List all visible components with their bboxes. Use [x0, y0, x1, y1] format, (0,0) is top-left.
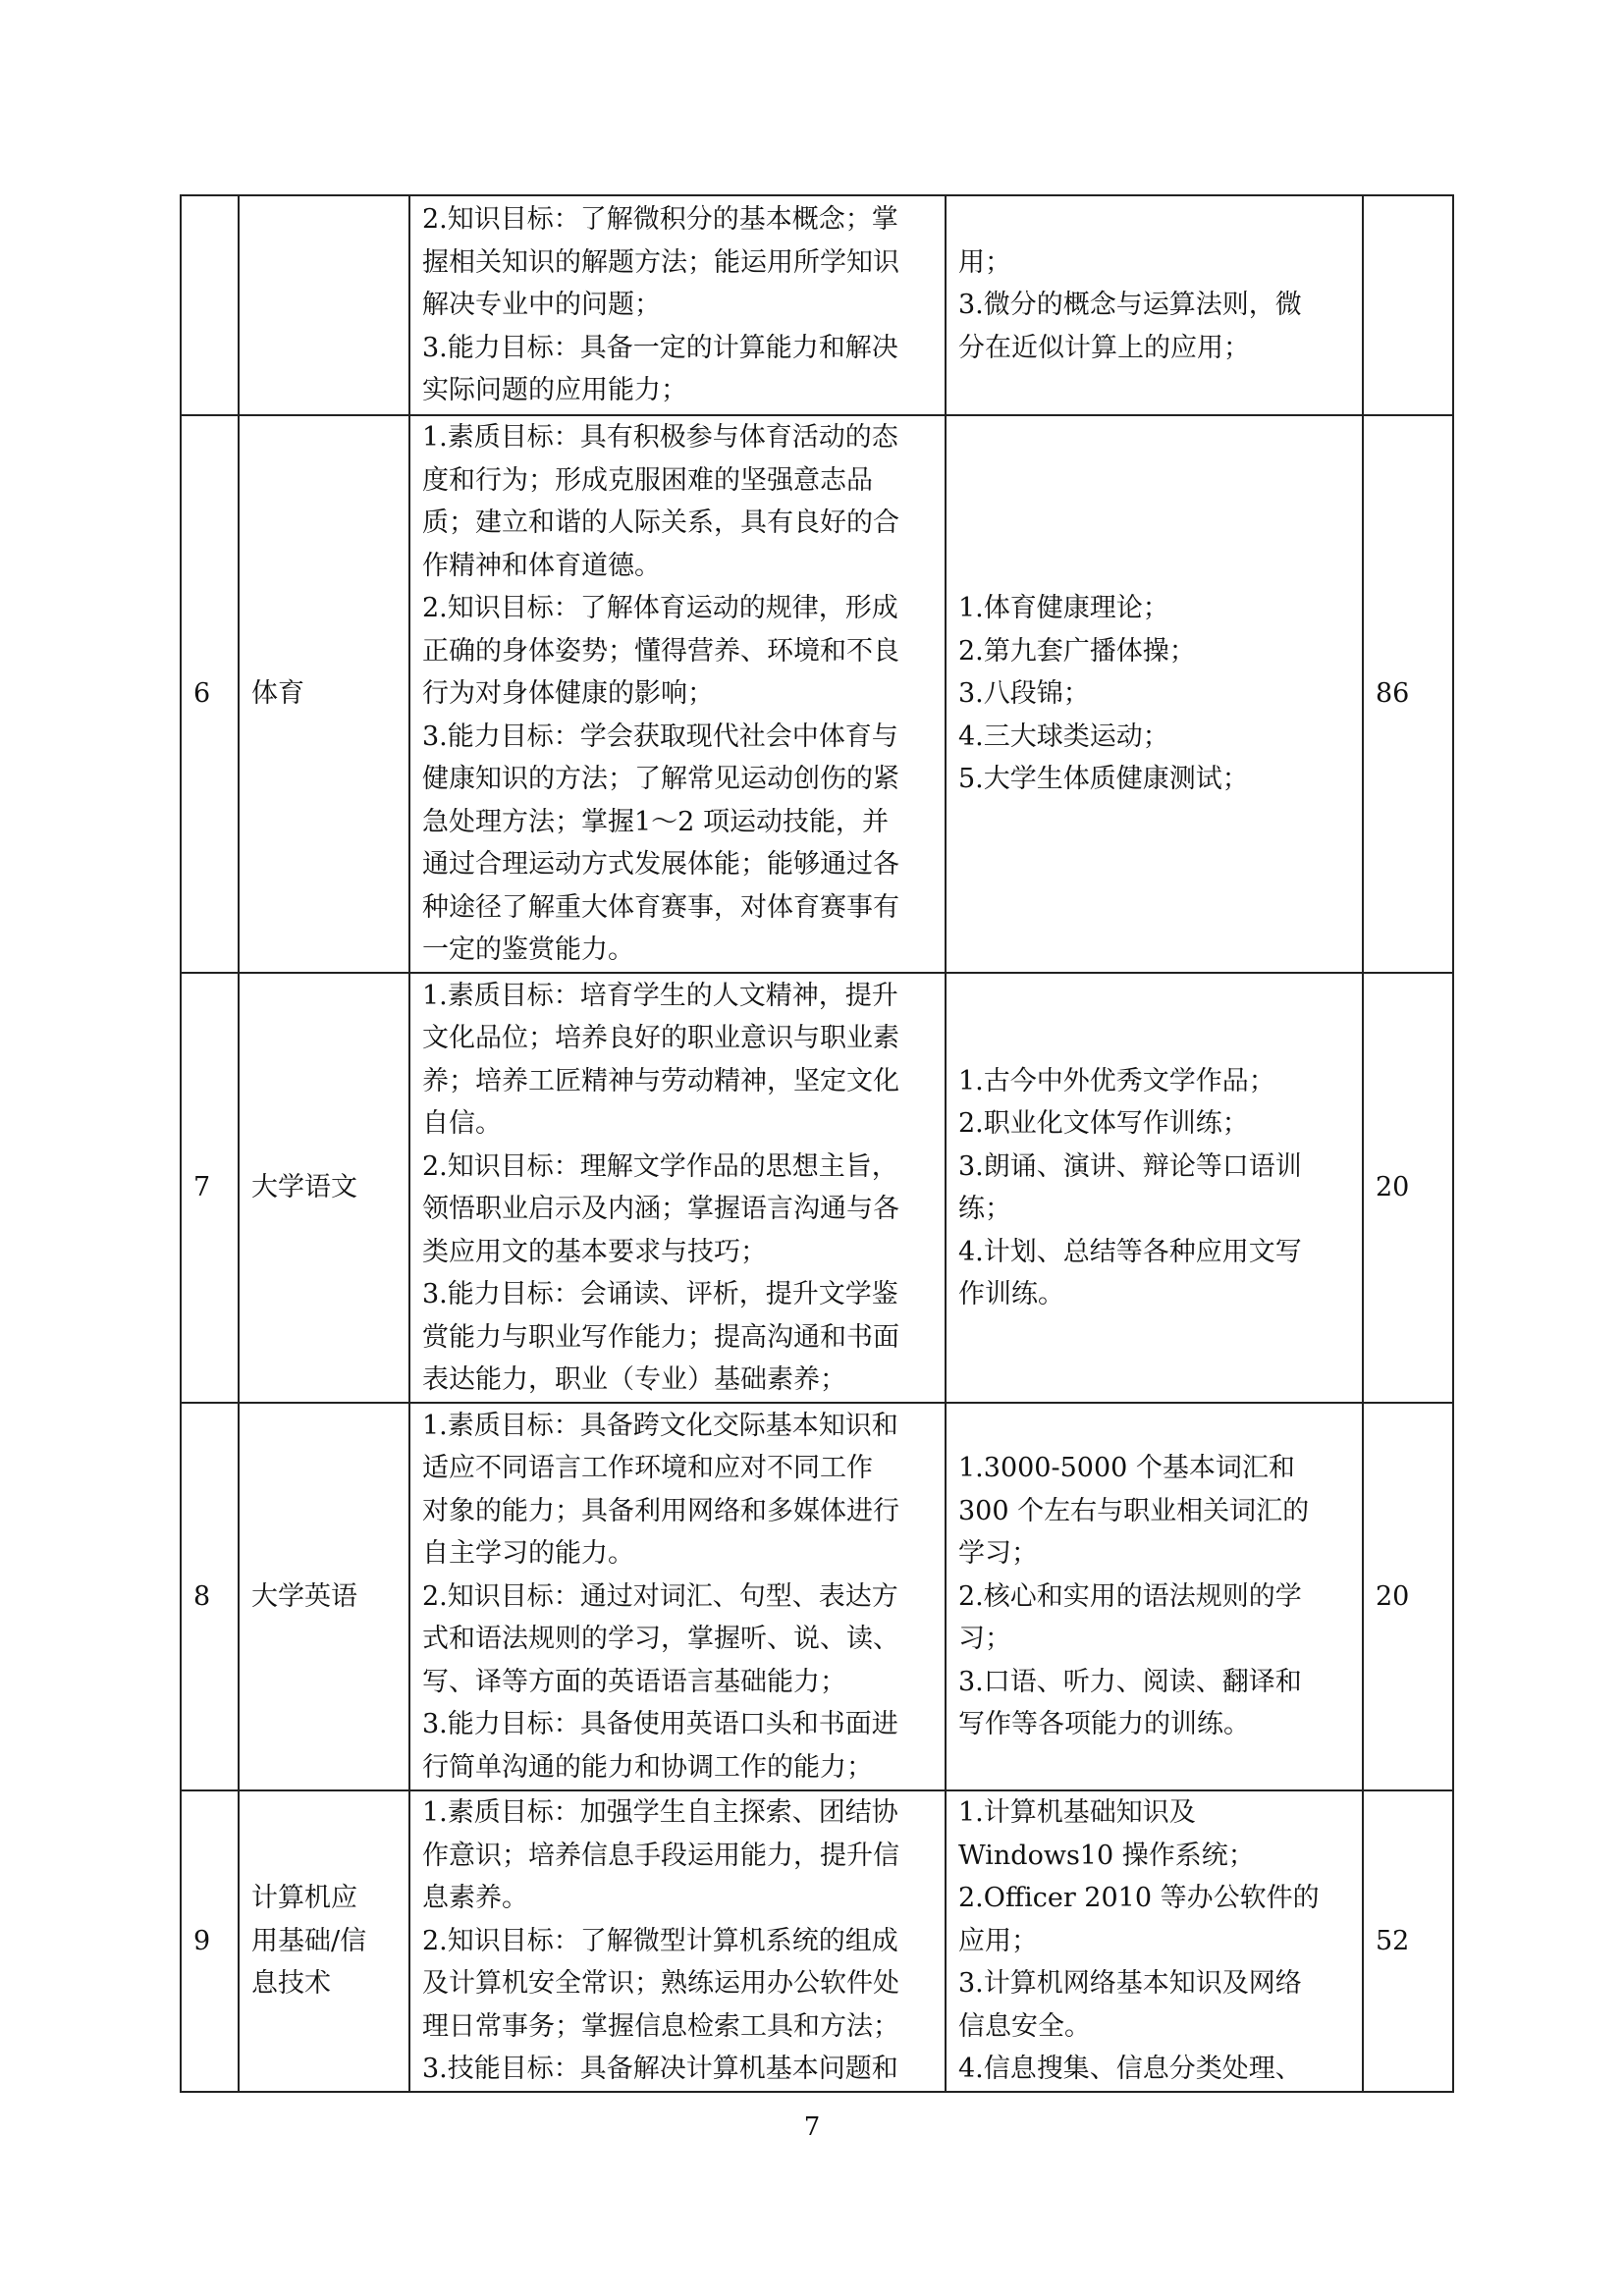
course-name-cell	[239, 1403, 409, 1790]
text-line: 3.计算机网络基本知识及网络	[958, 1968, 1302, 2000]
course-number-cell: 8	[181, 1403, 239, 1790]
text-line: 写作等各项能力的训练。	[958, 1709, 1250, 1740]
course-content-cell	[946, 195, 1363, 415]
text-line: 3.微分的概念与运算法则，微	[958, 290, 1302, 321]
text-line: 适应不同语言工作环境和应对不同工作	[422, 1453, 873, 1484]
table-row	[181, 415, 1453, 973]
text-line: 解决专业中的问题；	[422, 290, 661, 321]
text-line: 式和语法规则的学习，掌握听、说、读、	[422, 1624, 899, 1655]
text-line: 自主学习的能力。	[422, 1538, 634, 1570]
course-name-cell	[239, 973, 409, 1403]
course-objectives-cell	[409, 415, 946, 973]
text-line: 通过合理运动方式发展体能；能够通过各	[422, 849, 899, 881]
text-line: Windows10 操作系统；	[958, 1840, 1255, 1871]
text-line: 领悟职业启示及内涵；掌握语言沟通与各	[422, 1194, 899, 1224]
text-line: 应用；	[958, 1925, 1038, 1956]
table-row	[181, 1790, 1453, 2092]
text-line: 学习；	[958, 1538, 1038, 1570]
course-number-cell: 7	[181, 973, 239, 1403]
text-line: 2.知识目标：了解微积分的基本概念；掌	[422, 204, 898, 236]
text-line: 度和行为；形成克服困难的坚强意志品	[422, 464, 873, 496]
table-row	[181, 1403, 1453, 1790]
text-line: 类应用文的基本要求与技巧；	[422, 1236, 767, 1267]
text-line: 质；建立和谐的人际关系，具有良好的合	[422, 507, 899, 539]
text-line: 3.口语、听力、阅读、翻译和	[958, 1666, 1302, 1697]
text-line: 1.素质目标：具备跨文化交际基本知识和	[422, 1410, 898, 1441]
course-name-cell	[239, 1790, 409, 2092]
text-line: 体育	[251, 678, 304, 710]
text-line: 息素养。	[422, 1883, 528, 1914]
text-line: 分在近似计算上的应用；	[958, 332, 1250, 363]
text-line: 2.知识目标：了解微型计算机系统的组成	[422, 1925, 898, 1956]
text-line: 养；培养工匠精神与劳动精神，坚定文化	[422, 1065, 899, 1096]
text-line: 健康知识的方法；了解常见运动创伤的紧	[422, 764, 899, 795]
text-line: 用基础/信	[251, 1925, 367, 1956]
text-line: 及计算机安全常识；熟练运用办公软件处	[422, 1968, 899, 2000]
text-line: 3.技能目标：具备解决计算机基本问题和	[422, 2054, 898, 2085]
course-number-cell: 6	[181, 415, 239, 973]
course-number-cell: 9	[181, 1790, 239, 2092]
course-hours-cell: 20	[1363, 973, 1453, 1403]
course-content-cell	[946, 1790, 1363, 2092]
course-hours-cell: 52	[1363, 1790, 1453, 2092]
text-line: 行为对身体健康的影响；	[422, 678, 714, 710]
text-line: 3.八段锦；	[958, 678, 1090, 710]
text-line: 实际问题的应用能力；	[422, 375, 687, 406]
text-line: 1.素质目标：培育学生的人文精神，提升	[422, 980, 898, 1011]
text-line: 正确的身体姿势；懂得营养、环境和不良	[422, 635, 899, 667]
text-line: 作意识；培养信息手段运用能力，提升信	[422, 1840, 899, 1871]
course-hours-cell: 86	[1363, 415, 1453, 973]
text-line: 2.Officer 2010 等办公软件的	[958, 1883, 1320, 1914]
text-line: 300 个左右与职业相关词汇的	[958, 1495, 1310, 1526]
text-line: 自信。	[422, 1108, 502, 1139]
course-table	[180, 194, 1454, 2093]
text-line: 2.知识目标：通过对词汇、句型、表达方	[422, 1580, 898, 1612]
text-line: 文化品位；培养良好的职业意识与职业素	[422, 1023, 899, 1053]
text-line: 用；	[958, 246, 1011, 278]
text-line: 2.职业化文体写作训练；	[958, 1108, 1249, 1139]
course-content-cell	[946, 415, 1363, 973]
page-number: 7	[803, 2112, 821, 2142]
text-line: 信息安全。	[958, 2010, 1091, 2042]
course-table-body	[181, 195, 1453, 2092]
course-name-cell	[239, 415, 409, 973]
text-line: 计算机应	[251, 1883, 357, 1914]
text-line: 3.能力目标：具备使用英语口头和书面进	[422, 1709, 898, 1740]
text-line: 大学语文	[251, 1172, 357, 1203]
text-line: 1.素质目标：具有积极参与体育活动的态	[422, 422, 898, 454]
text-line: 1.体育健康理论；	[958, 593, 1169, 624]
text-line: 2.知识目标：了解体育运动的规律，形成	[422, 593, 898, 624]
course-content-cell	[946, 1403, 1363, 1790]
text-line: 2.核心和实用的语法规则的学	[958, 1580, 1302, 1612]
text-line: 1.计算机基础知识及	[958, 1797, 1196, 1829]
text-line: 理日常事务；掌握信息检索工具和方法；	[422, 2010, 899, 2042]
text-line: 5.大学生体质健康测试；	[958, 764, 1249, 795]
text-line: 写、译等方面的英语语言基础能力；	[422, 1666, 846, 1697]
text-line: 4.计划、总结等各种应用文写	[958, 1236, 1302, 1267]
text-line: 1.古今中外优秀文学作品；	[958, 1065, 1275, 1096]
text-line: 握相关知识的解题方法；能运用所学知识	[422, 246, 899, 278]
text-line: 4.信息搜集、信息分类处理、	[958, 2054, 1302, 2085]
text-line: 3.朗诵、演讲、辩论等口语训	[958, 1150, 1302, 1182]
course-objectives-cell	[409, 195, 946, 415]
text-line: 3.能力目标：学会获取现代社会中体育与	[422, 721, 898, 752]
course-hours-cell: 20	[1363, 1403, 1453, 1790]
course-content-cell	[946, 973, 1363, 1403]
text-line: 2.知识目标：理解文学作品的思想主旨，	[422, 1150, 898, 1182]
course-hours-cell	[1363, 195, 1453, 415]
text-line: 作精神和体育道德。	[422, 550, 661, 581]
course-name-cell	[239, 195, 409, 415]
text-line: 1.素质目标：加强学生自主探索、团结协	[422, 1797, 898, 1829]
table-row	[181, 195, 1453, 415]
text-line: 3.能力目标：具备一定的计算能力和解决	[422, 332, 898, 363]
text-line: 赏能力与职业写作能力；提高沟通和书面	[422, 1321, 899, 1353]
text-line: 练；	[958, 1194, 1011, 1224]
text-line: 作训练。	[958, 1279, 1064, 1309]
course-number-cell	[181, 195, 239, 415]
text-line: 一定的鉴赏能力。	[422, 934, 634, 966]
course-objectives-cell	[409, 973, 946, 1403]
table-row	[181, 973, 1453, 1403]
text-line: 3.能力目标：会诵读、评析，提升文学鉴	[422, 1279, 898, 1309]
text-line: 息技术	[251, 1968, 331, 2000]
text-line: 对象的能力；具备利用网络和多媒体进行	[422, 1495, 899, 1526]
text-line: 急处理方法；掌握1～2 项运动技能，并	[422, 806, 889, 837]
text-line: 2.第九套广播体操；	[958, 635, 1196, 667]
text-line: 习；	[958, 1624, 1011, 1655]
course-objectives-cell	[409, 1403, 946, 1790]
text-line: 4.三大球类运动；	[958, 721, 1169, 752]
text-line: 行简单沟通的能力和协调工作的能力；	[422, 1751, 873, 1783]
text-line: 大学英语	[251, 1580, 357, 1612]
text-line: 种途径了解重大体育赛事，对体育赛事有	[422, 891, 899, 923]
course-objectives-cell	[409, 1790, 946, 2092]
text-line: 表达能力，职业（专业）基础素养；	[422, 1364, 846, 1395]
text-line: 1.3000-5000 个基本词汇和	[958, 1453, 1295, 1484]
